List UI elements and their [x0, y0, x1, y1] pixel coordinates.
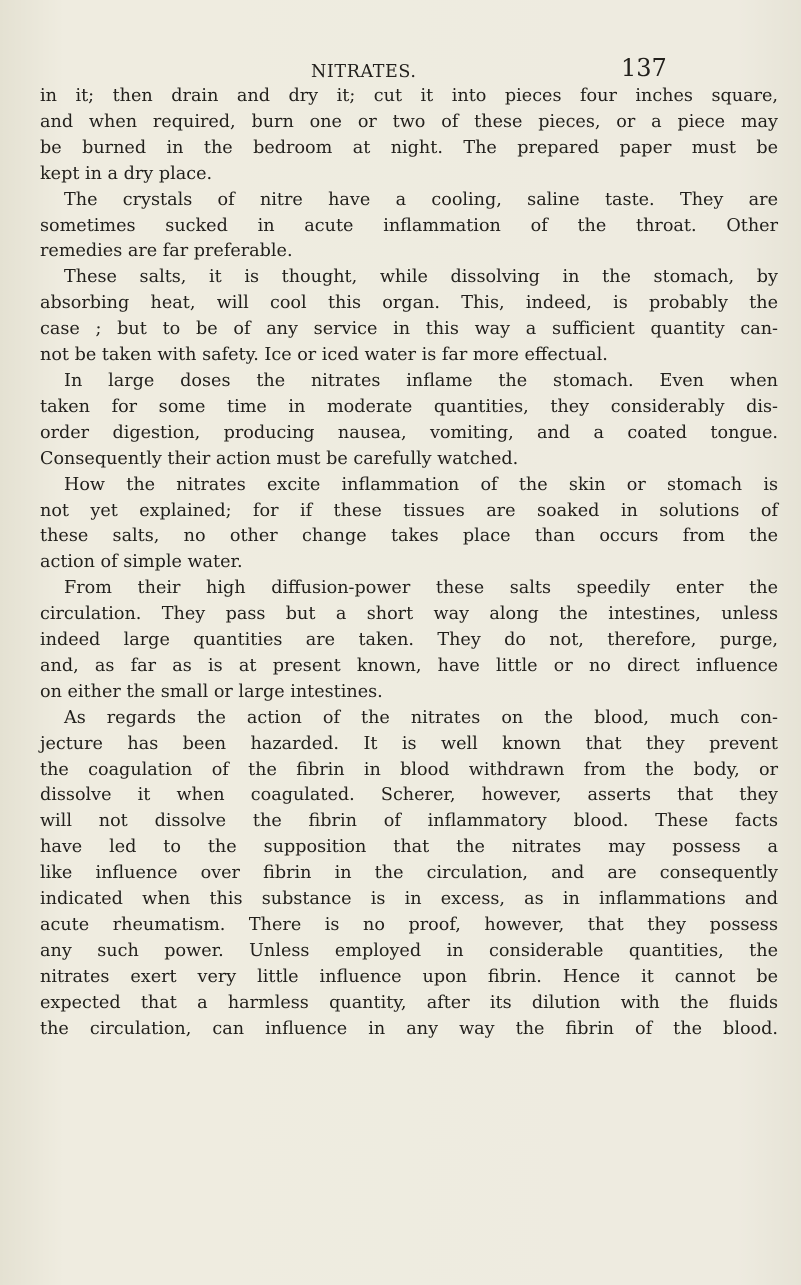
- text-line: not be taken with safety. Ice or iced water is far more effectual.: [40, 345, 608, 366]
- text-line: nitrates exert very little influence upon fibrin. Hence it cannot be: [40, 966, 778, 987]
- text-line: have led to the supposition that the nitrates may possess a: [40, 837, 778, 858]
- text-line: circulation. They pass but a short way along the intestines, unless: [40, 604, 778, 625]
- text-line: like influence over fibrin in the circulation, and are consequently: [40, 863, 778, 884]
- text-line: taken for some time in moderate quantities, they considerably dis-: [40, 396, 778, 417]
- running-head: NITRATES.: [311, 62, 417, 82]
- page-number: 137: [621, 54, 667, 82]
- text-line: absorbing heat, will cool this organ. This, indeed, is probably the: [40, 293, 778, 314]
- text-line: The crystals of nitre have a cooling, saline taste. They are: [64, 189, 778, 210]
- text-line: action of simple water.: [40, 552, 243, 573]
- text-line: case ; but to be of any service in this way a sufficient quantity can-: [40, 319, 778, 340]
- text-line: will not dissolve the fibrin of inflammatory blood. These facts: [40, 811, 778, 832]
- text-line: be burned in the bedroom at night. The prepared paper must be: [40, 137, 778, 158]
- text-line: Consequently their action must be carefully watched.: [40, 448, 519, 469]
- text-line: expected that a harmless quantity, after its dilution with the fluids: [40, 992, 778, 1013]
- text-line: on either the small or large intestines.: [40, 681, 383, 702]
- text-line: In large doses the nitrates inflame the stomach. Even when: [64, 370, 778, 391]
- text-line: the circulation, can influence in any way the fibrin of the blood.: [40, 1018, 778, 1039]
- text-line: indicated when this substance is in excess, as in inflammations and: [40, 889, 778, 910]
- text-line: From their high diffusion-power these salts speedily enter the: [64, 578, 778, 599]
- text-line: indeed large quantities are taken. They do not, therefore, purge,: [40, 630, 778, 651]
- text-line: order digestion, producing nausea, vomiting, and a coated tongue.: [40, 422, 778, 443]
- text-line: and, as far as is at present known, have little or no direct influence: [40, 655, 778, 676]
- text-line: these salts, no other change takes place than occurs from the: [40, 526, 778, 547]
- text-line: not yet explained; for if these tissues are soaked in solutions of: [40, 500, 778, 521]
- text-line: jecture has been hazarded. It is well known that they prevent: [40, 733, 778, 754]
- text-line: dissolve it when coagulated. Scherer, however, asserts that they: [40, 785, 778, 806]
- text-line: in it; then drain and dry it; cut it into pieces four inches square,: [40, 86, 778, 106]
- text-line: the coagulation of the fibrin in blood withdrawn from the body, or: [40, 759, 778, 780]
- body-text: [40, 84, 778, 1043]
- text-line: acute rheumatism. There is no proof, however, that they possess: [40, 915, 778, 935]
- text-line: any such power. Unless employed in considerable quantities, the: [40, 940, 778, 961]
- text-line: remedies are far preferable.: [40, 241, 293, 262]
- text-line: and when required, burn one or two of these pieces, or a piece may: [40, 111, 778, 132]
- text-line: kept in a dry place.: [40, 163, 213, 184]
- text-line: How the nitrates excite inflammation of the skin or stomach is: [64, 474, 778, 495]
- text-line: These salts, it is thought, while dissolving in the stomach, by: [64, 267, 778, 288]
- text-line: As regards the action of the nitrates on the blood, much con-: [64, 707, 778, 728]
- text-line: sometimes sucked in acute inflammation of the throat. Other: [40, 215, 778, 236]
